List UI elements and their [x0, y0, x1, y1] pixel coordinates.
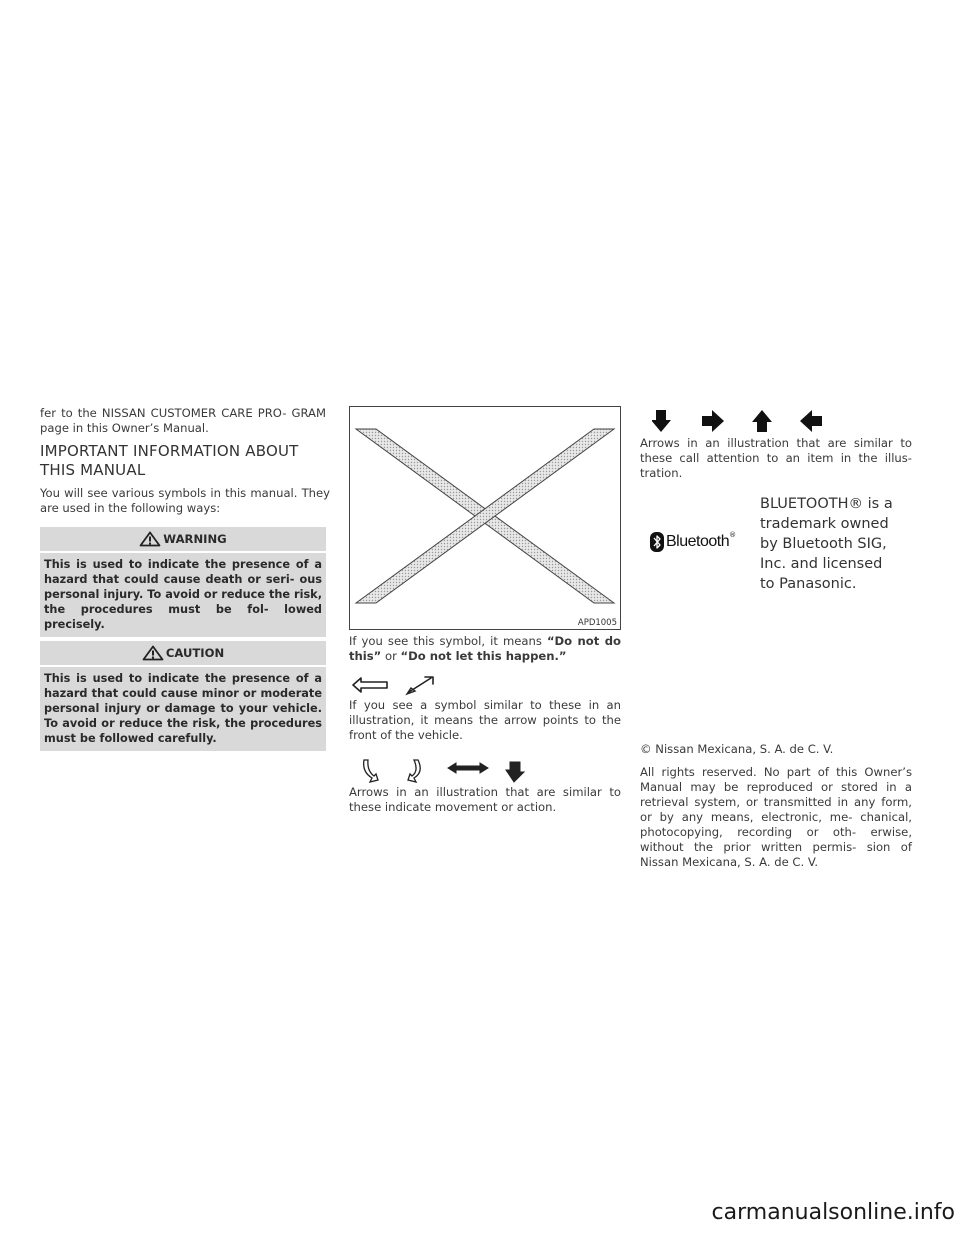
- do-not-or: or: [381, 649, 401, 663]
- bluetooth-line-5: to Panasonic.: [760, 576, 857, 592]
- caution-header: [40, 641, 326, 667]
- movement-arrow-icon: [360, 756, 530, 784]
- intro-paragraph: fer to the NISSAN CUSTOMER CARE PRO- GRAM page in this Owner’s Manual.: [40, 406, 326, 435]
- bluetooth-wordmark: Bluetooth: [666, 533, 730, 550]
- rights-paragraph: All rights reserved. No part of this Owner’s Manual may be reproduced or stored in a retrieval system, or transmitted in any form, or by any means, electronic, me- chanical, photocopying, recording or oth- erwise, without the prior written permis- sion of Nissan Mexicana, S. A. de C. V.: [640, 765, 912, 869]
- watermark[interactable]: carmanualsonline.info: [711, 1200, 955, 1225]
- bluetooth-trademark-text: [760, 494, 920, 594]
- section-heading-line1: IMPORTANT INFORMATION ABOUT: [40, 442, 299, 460]
- figure-id: APD1005: [577, 618, 617, 628]
- section-heading: [40, 442, 330, 480]
- bluetooth-line-1: BLUETOOTH® is a: [760, 496, 893, 512]
- front-arrows-paragraph: If you see a symbol similar to these in an illustration, it means the arrow points to the front of the vehicle.: [349, 698, 621, 742]
- attention-arrows-row: [652, 408, 832, 434]
- registered-mark: ®: [729, 531, 737, 539]
- warning-body: This is used to indicate the presence of a hazard that could cause death or seri- ous personal injury. To avoid or reduce the risk, the procedures must be fol- lowed precisely.: [44, 558, 322, 631]
- bluetooth-logo: [650, 529, 740, 555]
- warning-header: [40, 527, 326, 553]
- warning-title: WARNING: [163, 532, 227, 546]
- attention-arrow-icon: [652, 408, 832, 434]
- caution-title: CAUTION: [165, 646, 225, 660]
- symbols-intro-paragraph: You will see various symbols in this manual. They are used in the following ways:: [40, 486, 330, 515]
- warning-box: [40, 527, 326, 637]
- do-not-bold-1: “Do not do this”: [349, 634, 621, 663]
- movement-paragraph: Arrows in an illustration that are similar to these indicate movement or action.: [349, 785, 621, 814]
- bluetooth-icon: [650, 532, 664, 552]
- do-not-text: If you see this symbol, it means: [349, 634, 547, 648]
- caution-body: This is used to indicate the presence of a hazard that could cause minor or moderate personal injury or damage to your vehicle. To avoid or reduce the risk, the procedures must be followed carefully.: [44, 672, 322, 745]
- do-not-symbol-figure: [349, 406, 621, 630]
- movement-arrows-row: [360, 756, 530, 784]
- warning-triangle-icon: [139, 531, 161, 547]
- copyright-line: © Nissan Mexicana, S. A. de C. V.: [640, 742, 834, 756]
- front-arrow-icon: [351, 674, 441, 696]
- front-arrows-row: [351, 674, 441, 696]
- section-heading-line2: THIS MANUAL: [40, 461, 146, 479]
- warning-triangle-icon: [142, 645, 164, 661]
- bluetooth-line-3: by Bluetooth SIG,: [760, 536, 887, 552]
- bluetooth-line-2: trademark owned: [760, 516, 889, 532]
- x-mark-icon: [350, 407, 620, 629]
- caution-box: [40, 641, 326, 751]
- do-not-paragraph: [349, 634, 621, 664]
- bluetooth-line-4: Inc. and licensed: [760, 556, 883, 572]
- attention-paragraph: Arrows in an illustration that are similar to these call attention to an item in the illus- tration.: [640, 436, 912, 480]
- do-not-bold-2: “Do not let this happen.”: [400, 649, 567, 663]
